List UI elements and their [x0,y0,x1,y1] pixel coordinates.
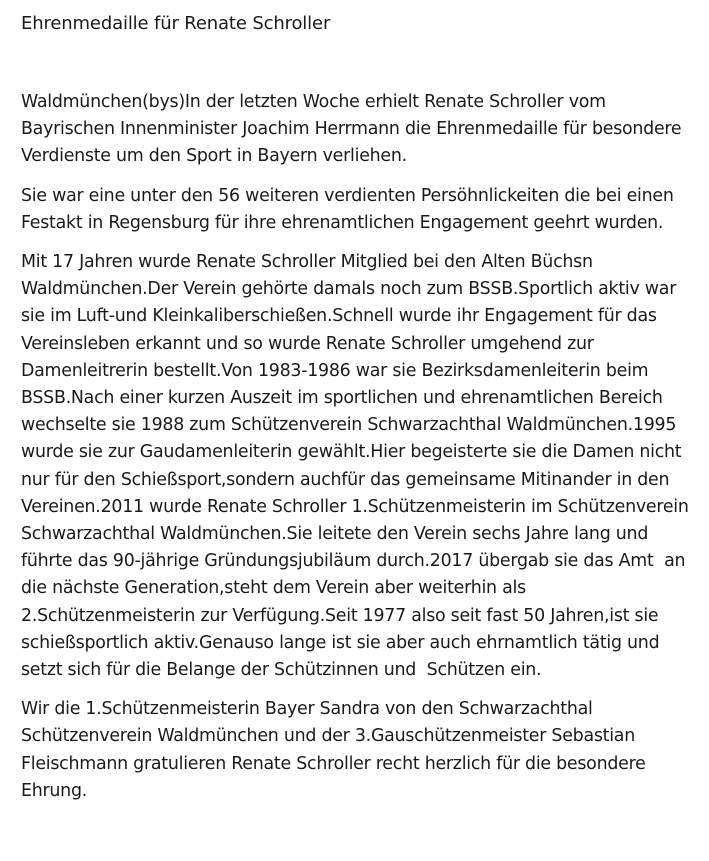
document-title: Ehrenmedaille für Renate Schroller [21,13,331,34]
paragraph-ceremony: Sie war eine unter den 56 weiteren verdienten Persöhnlickeiten die bei einen Festakt in Regensburg für ihre ehrenamtlichen Engagement geehrt wurden. [21,185,679,233]
document-page [21,11,696,817]
paragraph-biography: Mit 17 Jahren wurde Renate Schroller Mitglied bei den Alten Büchsn Waldmünchen.Der Verein gehörte damals noch zum BSSB.Sportlich aktiv war sie im Luft-und Kleinkaliberschießen.Schnell wurde ihr Engagement für das Vereinsleben erkannt und so wurde Renate Schroller umgehend zur Damenleitrerin bestellt.Von 1983-1986 war sie Bezirksdamenleiterin beim BSSB.Nach einer kurzen Auszeit im sportlichen und ehrenamtlichen Bereich wechselte sie 1988 zum Schützenverein Schwarzachthal Waldmünchen.1995 wurde sie zur Gaudamenleiterin gewählt.Hier begeisterte sie die Damen nicht nur für den Schießsport,sondern auchfür das gemeinsame Mitinander in den Vereinen.2011 wurde Renate Schroller 1.Schützenmeisterin im Schützenverein Schwarzachthal Waldmünchen.Sie leitete den Verein sechs Jahre lang und führte das 90-jährige Gründungsjubiläum durch.2017 übergab sie das Amt an die nächste Generation,steht dem Verein aber weiterhin als 2.Schützenmeisterin zur Verfügung.Seit 1977 also seit fast 50 Jahren,ist sie schießsportlich aktiv.Genauso lange ist sie aber auch ehrnamtlich tätig und setzt sich für die Belange der Schützinnen und Schützen ein. [21,252,694,681]
paragraph-congratulations: Wir die 1.Schützenmeisterin Bayer Sandra von den Schwarzachthal Schützenverein Waldmünchen und der 3.Gauschützenmeister Sebastian Fleischmann gratulieren Renate Schroller recht herzlich für die besondere Ehrung. [21,699,651,801]
paragraph-intro: Waldmünchen(bys)In der letzten Woche erhielt Renate Schroller vom Bayrischen Innenminister Joachim Herrmann die Ehrenmedaille für besondere Verdienste um den Sport in Bayern verliehen. [21,92,687,167]
